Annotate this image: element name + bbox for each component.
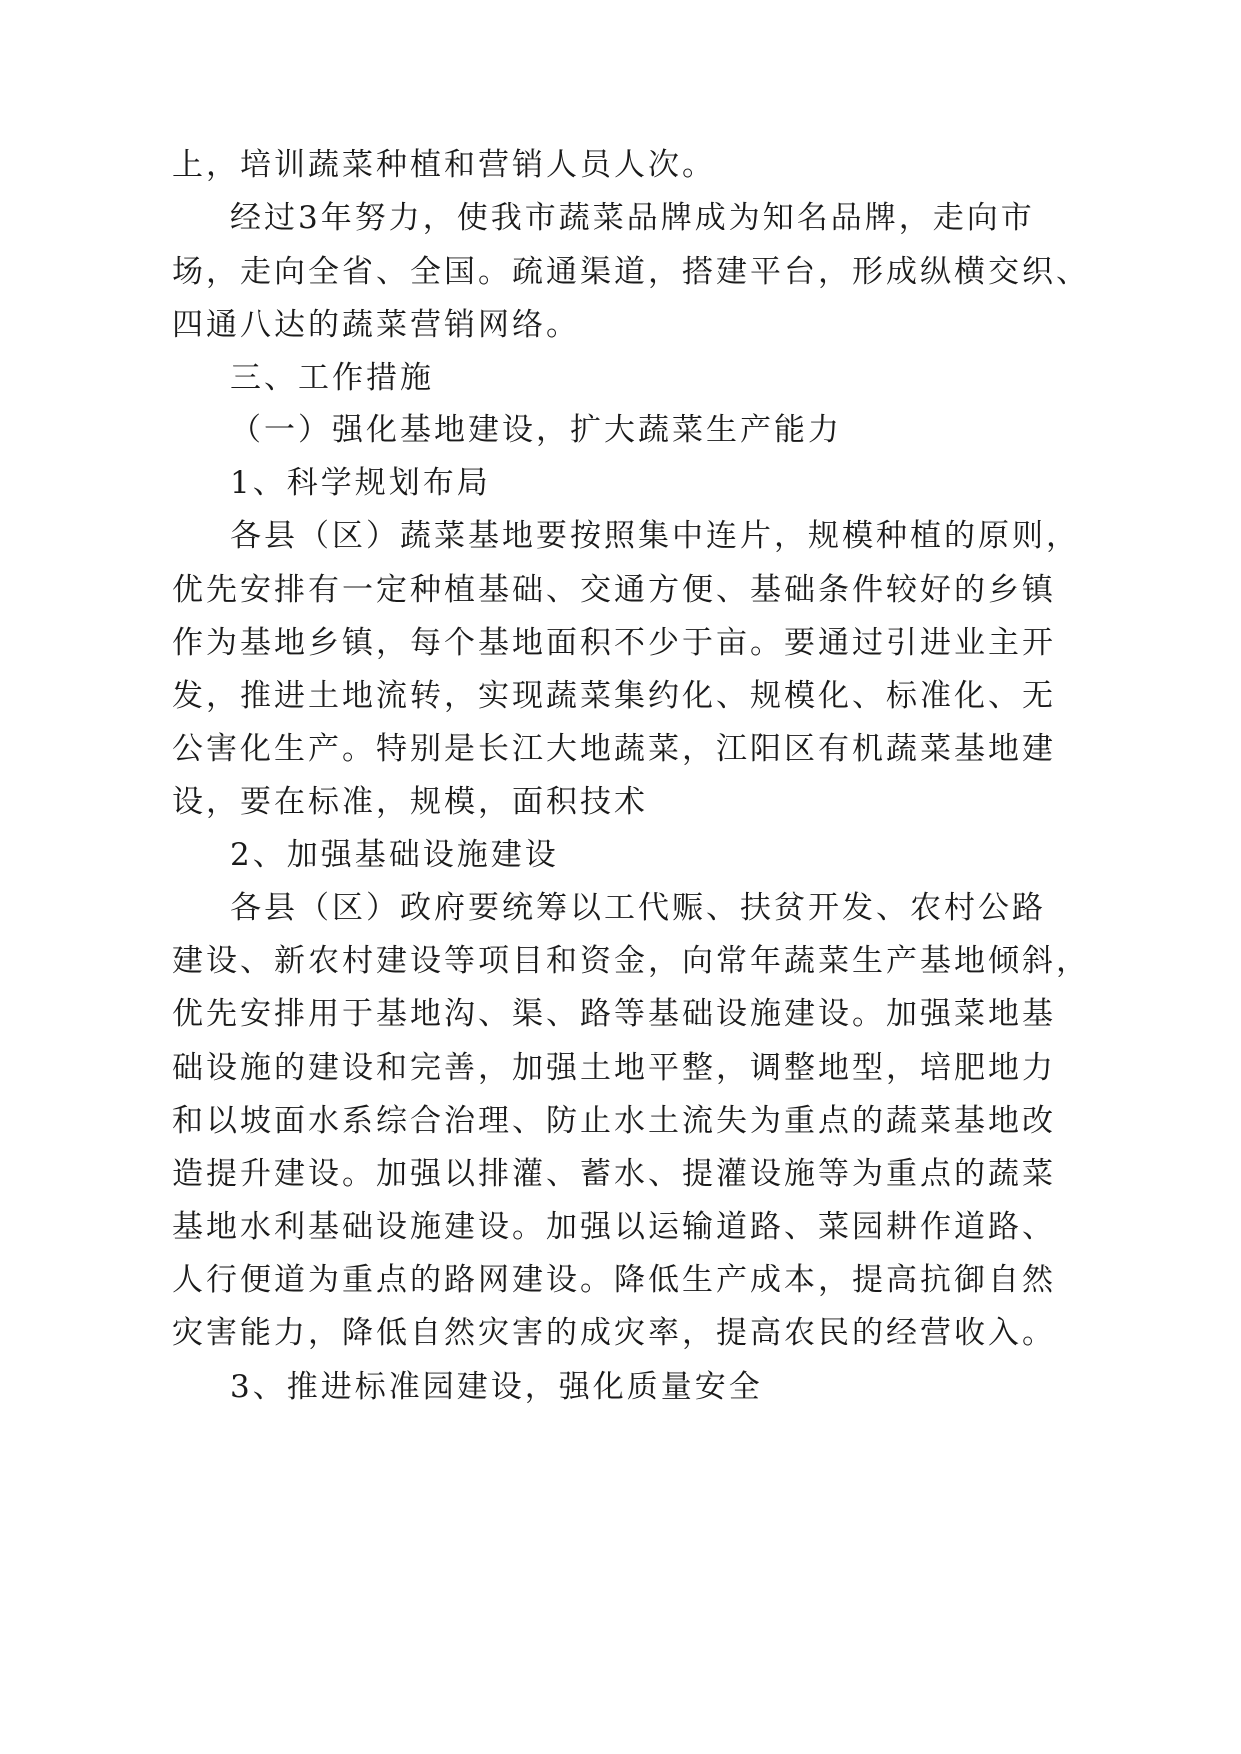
paragraph-line: 和以坡面水系综合治理、防止水土流失为重点的蔬菜基地改 [172,1103,1056,1139]
paragraph-line: 设，要在标准，规模，面积技术 [172,784,648,820]
paragraph-line: 优先安排有一定种植基础、交通方便、基础条件较好的乡镇 [172,572,1056,608]
item-heading: 3、推进标准园建设，强化质量安全 [230,1369,763,1405]
paragraph-line: 人行便道为重点的路网建设。降低生产成本，提高抗御自然 [172,1262,1056,1298]
section-heading: 三、工作措施 [230,360,434,396]
paragraph-line: 灾害能力，降低自然灾害的成灾率，提高农民的经营收入。 [172,1315,1056,1351]
paragraph-line: 发，推进土地流转，实现蔬菜集约化、规模化、标准化、无 [172,678,1056,714]
paragraph-line: 础设施的建设和完善，加强土地平整，调整地型，培肥地力 [172,1050,1056,1086]
paragraph-line: 造提升建设。加强以排灌、蓄水、提灌设施等为重点的蔬菜 [172,1156,1056,1192]
paragraph-line: 作为基地乡镇，每个基地面积不少于亩。要通过引进业主开 [172,625,1056,661]
paragraph-line: 四通八达的蔬菜营销网络。 [172,307,580,343]
paragraph-line: 场，走向全省、全国。疏通渠道，搭建平台，形成纵横交织、 [172,254,1090,290]
item-heading: 1、科学规划布局 [230,465,491,501]
subsection-heading: （一）强化基地建设，扩大蔬菜生产能力 [230,412,842,448]
paragraph-line: 优先安排用于基地沟、渠、路等基础设施建设。加强菜地基 [172,996,1056,1032]
paragraph-line: 公害化生产。特别是长江大地蔬菜，江阳区有机蔬菜基地建 [172,731,1056,767]
item-heading: 2、加强基础设施建设 [230,837,559,873]
paragraph-line: 经过3年努力，使我市蔬菜品牌成为知名品牌，走向市 [230,200,1035,236]
paragraph-line: 各县（区）政府要统筹以工代赈、扶贫开发、农村公路 [230,890,1046,926]
paragraph-line: 各县（区）蔬菜基地要按照集中连片，规模种植的原则， [230,518,1080,554]
paragraph-line: 基地水利基础设施建设。加强以运输道路、菜园耕作道路、 [172,1209,1056,1245]
paragraph-line: 上，培训蔬菜种植和营销人员人次。 [172,147,716,183]
paragraph-line: 建设、新农村建设等项目和资金，向常年蔬菜生产基地倾斜， [172,943,1090,979]
